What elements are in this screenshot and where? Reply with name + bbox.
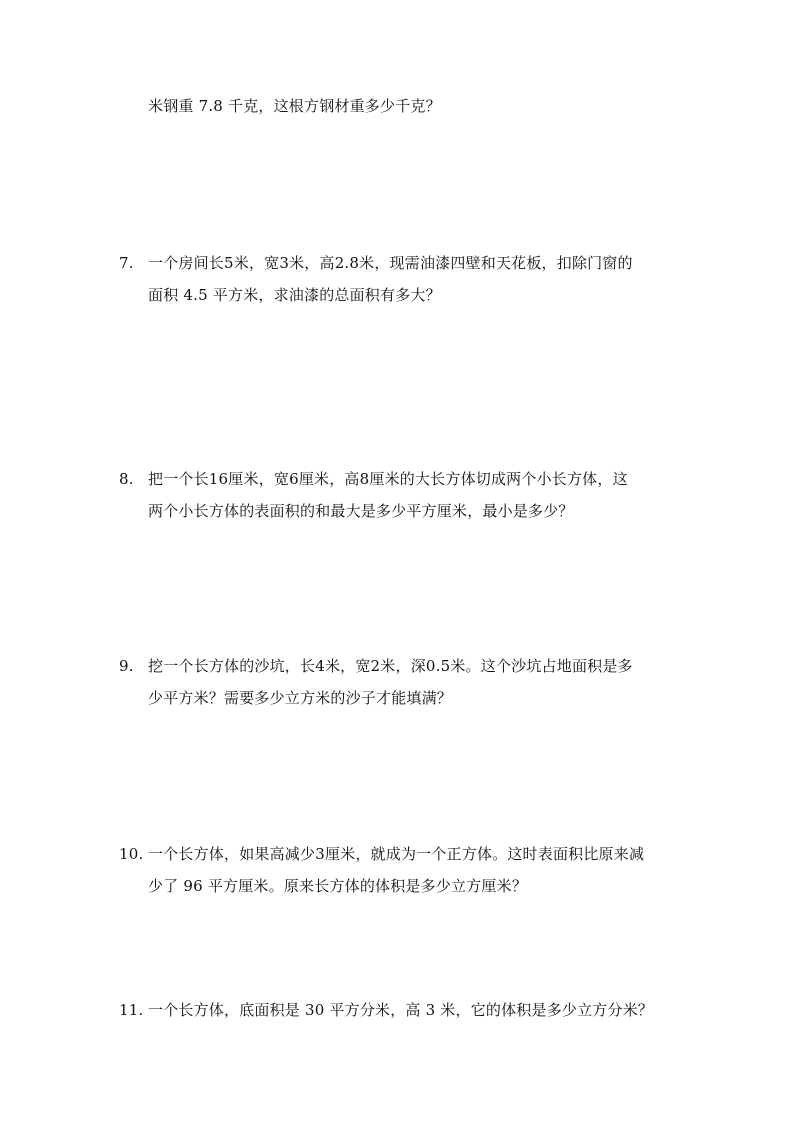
problem-8-line-1: 把一个长16厘米，宽6厘米，高8厘米的大长方体切成两个小长方体，这 — [148, 470, 628, 488]
problem-10-line-1: 一个长方体，如果高减少3厘米，就成为一个正方体。这时表面积比原来减 — [148, 845, 645, 863]
problem-11-line-1: 一个长方体，底面积是 30 平方分米，高 3 米，它的体积是多少立方分米？ — [148, 1001, 654, 1019]
problem-8-number: 8. — [119, 470, 134, 488]
problem-9-line-2: 少平方米？需要多少立方米的沙子才能填满？ — [148, 689, 453, 707]
problem-9-line-1: 挖一个长方体的沙坑，长4米，宽2米，深0.5米。这个沙坑占地面积是多 — [148, 657, 633, 675]
problem-10-line-2: 少了 96 平方厘米。原来长方体的体积是多少立方厘米？ — [148, 877, 528, 895]
problem-11-number: 11. — [119, 1001, 144, 1019]
problem-10-number: 10. — [119, 845, 144, 863]
problem-7-line-1: 一个房间长5米，宽3米，高2.8米，现需油漆四壁和天花板，扣除门窗的 — [148, 254, 633, 272]
problem-7-number: 7. — [119, 254, 134, 272]
problem-7-line-2: 面积 4.5 平方米，求油漆的总面积有多大？ — [148, 286, 441, 304]
problem-8-line-2: 两个小长方体的表面积的和最大是多少平方厘米，最小是多少？ — [148, 502, 574, 520]
problem-6-line-2: 米钢重 7.8 千克，这根方钢材重多少千克？ — [148, 97, 441, 115]
problem-9-number: 9. — [119, 657, 134, 675]
